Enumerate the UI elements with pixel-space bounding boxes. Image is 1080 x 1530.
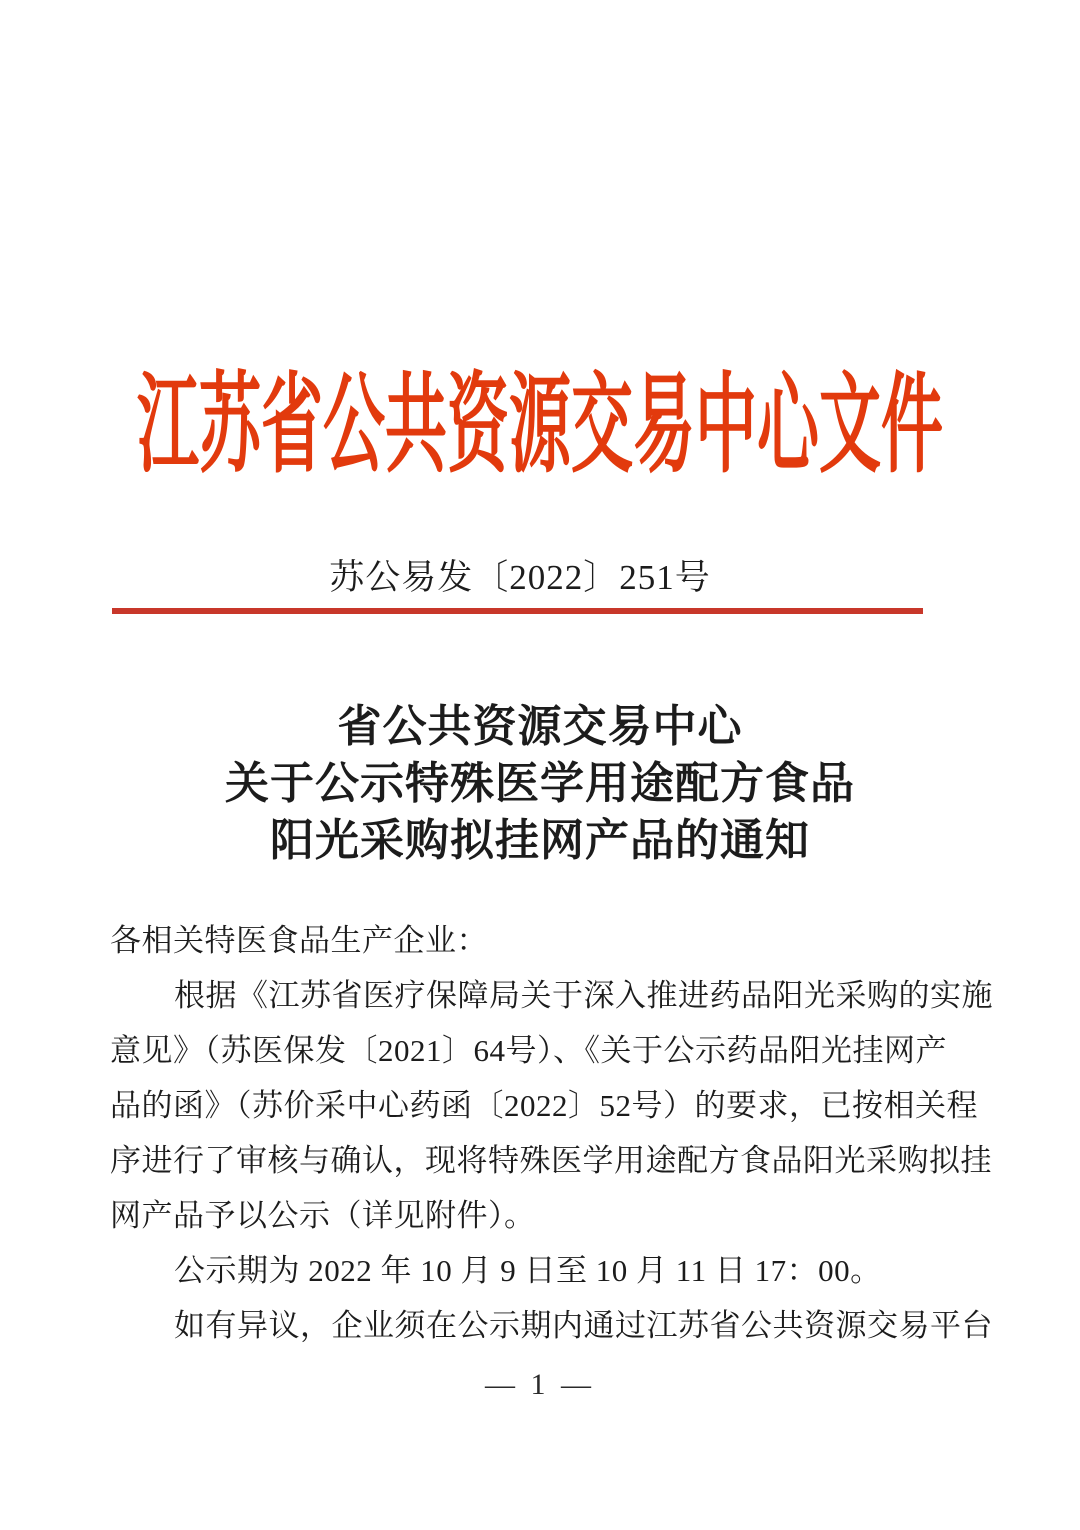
masthead-title: 江苏省公共资源交易中心文件 xyxy=(136,366,943,486)
body-line-public-notice-period: 公示期为 2022 年 10 月 9 日至 10 月 11 日 17：00。 xyxy=(174,1253,882,1288)
body-line-salutation: 各相关特医食品生产企业： xyxy=(110,923,488,958)
body-line: 根据《江苏省医疗保障局关于深入推进药品阳光采购的实施 xyxy=(174,978,993,1013)
notice-title-line: 阳光采购拟挂网产品的通知 xyxy=(270,816,810,865)
masthead xyxy=(0,352,1080,486)
notice-title-line: 关于公示特殊医学用途配方食品 xyxy=(225,759,855,808)
notice-body xyxy=(110,913,993,1353)
body-line: 序进行了审核与确认，现将特殊医学用途配方食品阳光采购拟挂 xyxy=(110,1143,992,1178)
body-line: 意见》（苏医保发〔2021〕64号）、《关于公示药品阳光挂网产 xyxy=(110,1033,947,1068)
red-divider-rule xyxy=(112,608,923,614)
body-line: 如有异议，企业须在公示期内通过江苏省公共资源交易平台 xyxy=(174,1308,993,1343)
notice-title xyxy=(0,698,1080,869)
body-line: 网产品予以公示（详见附件）。 xyxy=(110,1198,536,1233)
page-number: — 1 — xyxy=(485,1368,595,1401)
body-line: 品的函》（苏价采中心药函〔2022〕52号）的要求，已按相关程 xyxy=(110,1088,978,1123)
document-number: 苏公易发〔2022〕251号 xyxy=(329,558,711,597)
notice-title-line: 省公共资源交易中心 xyxy=(337,702,743,751)
